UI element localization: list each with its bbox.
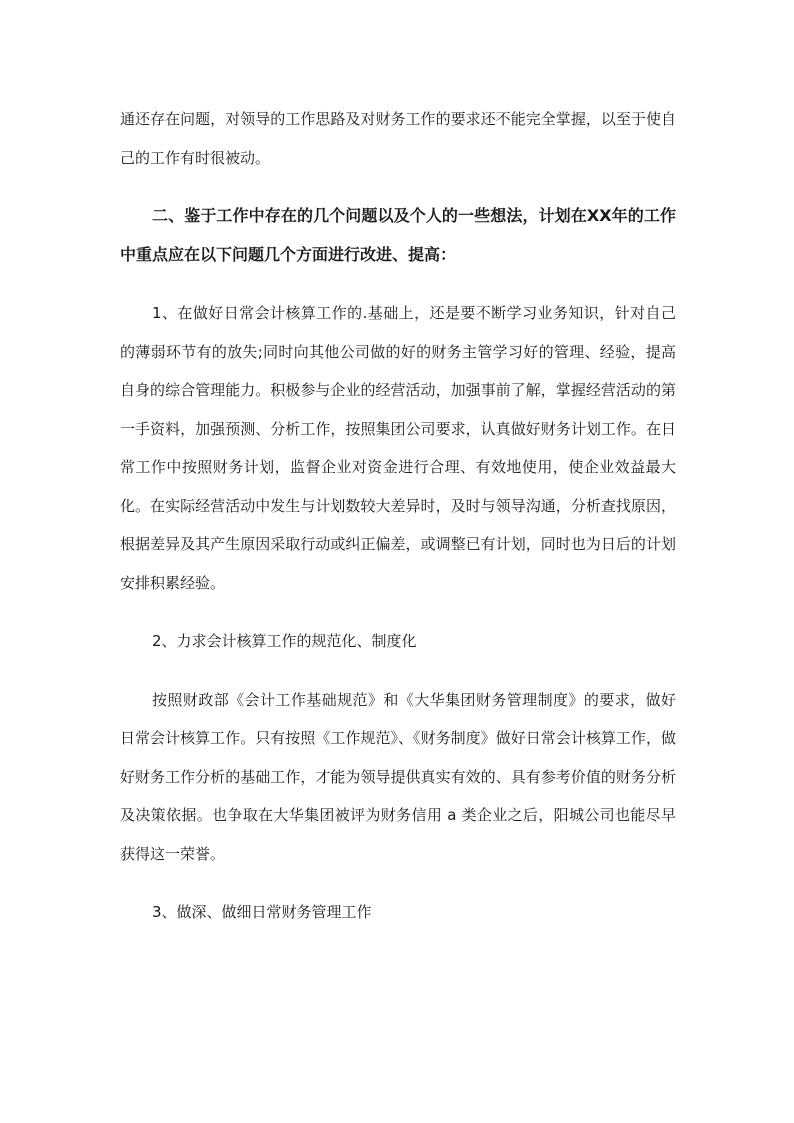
paragraph-item-2-body: 按照财政部《会计工作基础规范》和《大华集团财务管理制度》的要求，做好日常会计核算工作。只有按照《工作规范》、《财务制度》做好日常会计核算工作，做好财务工作分析的基础工作，才能为领导提供真实有效的、具有参考价值的财务分析及决策依据。也争取在大华集团被评为财务信用 a 类企业之后，阳城公司也能尽早获得这一荣誉。: [120, 690, 676, 863]
paragraph-item-2-heading: 2、力求会计核算工作的规范化、制度化: [152, 632, 417, 650]
section-heading-two: 二、鉴于工作中存在的几个问题以及个人的一些想法，计划在XX年的工作中重点应在以下问题几个方面进行改进、提高：: [120, 206, 676, 264]
document-body: [120, 100, 676, 932]
paragraph-continuation: 通还存在问题，对领导的工作思路及对财务工作的要求还不能完全掌握，以至于使自己的工作有时很被动。: [120, 110, 676, 167]
paragraph-item-1: 1、在做好日常会计核算工作的.基础上，还是要不断学习业务知识，针对自己的薄弱环节有的放失;同时向其他公司做的好的财务主管学习好的管理、经验，提高自身的综合管理能力。积极参与企业的经营活动，加强事前了解，掌握经营活动的第一手资料，加强预测、分析工作，按照集团公司要求，认真做好财务计划工作。在日常工作中按照财务计划，监督企业对资金进行合理、有效地使用，使企业效益最大化。在实际经营活动中发生与计划数较大差异时，及时与领导沟通，分析查找原因，根据差异及其产生原因采取行动或纠正偏差，或调整已有计划，同时也为日后的计划安排积累经验。: [120, 304, 676, 592]
paragraph-item-3-heading: 3、做深、做细日常财务管理工作: [152, 903, 372, 921]
